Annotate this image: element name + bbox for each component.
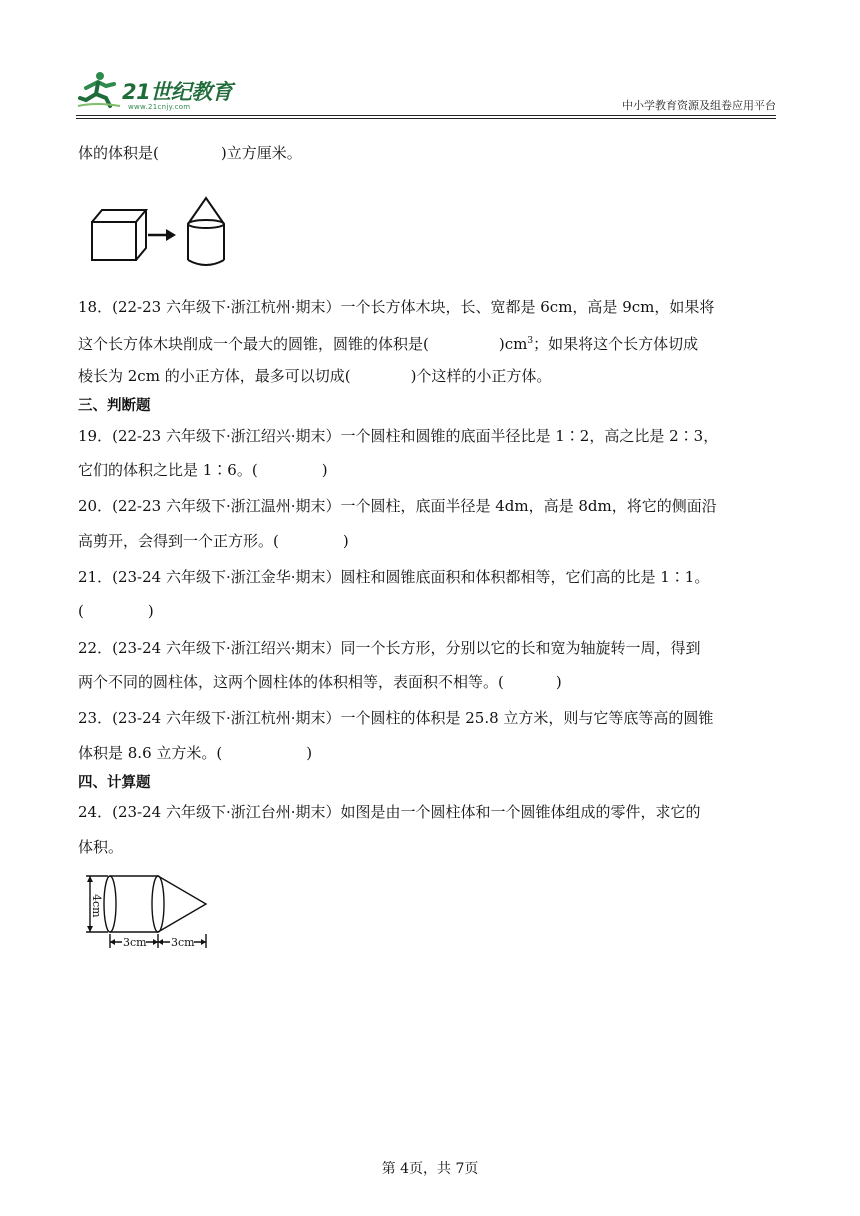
q19-text-a: 它们的体积之比是 1∶6。( bbox=[78, 461, 258, 479]
cylinder-cone-figure bbox=[78, 870, 218, 954]
logo-url: www.21cnjy.com bbox=[128, 103, 191, 111]
q18-text-a: 这个长方体木块削成一个最大的圆锥，圆锥的体积是( bbox=[78, 335, 429, 353]
q20-text-a: 高剪开，会得到一个正方形。( bbox=[78, 532, 279, 550]
q22-text-a: 两个不同的圆柱体，这两个圆柱体的体积相等，表面积不相等。( bbox=[78, 673, 504, 691]
q18-sup: 3 bbox=[527, 336, 534, 346]
q19-text-b: ) bbox=[321, 461, 328, 479]
q21-text-a: ( bbox=[78, 602, 84, 620]
continuation-line bbox=[78, 143, 302, 163]
logo-text: 21世纪教育 bbox=[122, 80, 233, 104]
q22-text-b: ) bbox=[555, 673, 562, 691]
q22-line2 bbox=[78, 672, 562, 692]
page-footer: 第 4页，共 7页 bbox=[381, 1161, 479, 1177]
q24-line2: 体积。 bbox=[78, 838, 124, 856]
continuation-prefix: 体的体积是( bbox=[78, 144, 159, 162]
q18-line2 bbox=[78, 331, 698, 354]
q20-line1: 20．(22-23 六年级下·浙江温州·期末）一个圆柱，底面半径是 4dm，高是 8dm，将它的侧面沿 bbox=[78, 497, 717, 515]
q18-text-c: ；如果将这个长方体切成 bbox=[533, 335, 699, 353]
q18-text-e: )个这样的小正方体。 bbox=[410, 367, 552, 385]
cube-to-solid-figure bbox=[86, 188, 246, 272]
q23-line2 bbox=[78, 743, 312, 763]
q20-line2 bbox=[78, 531, 349, 551]
q21-line2 bbox=[78, 601, 154, 621]
q23-text-a: 体积是 8.6 立方米。( bbox=[78, 744, 223, 762]
page-header bbox=[76, 66, 776, 116]
q18-line1: 18．(22-23 六年级下·浙江杭州·期末）一个长方体木块，长、宽都是 6cm，高是 9cm，如果将 bbox=[78, 298, 715, 316]
height-label: 4cm bbox=[90, 894, 103, 918]
continuation-suffix: )立方厘米。 bbox=[220, 144, 302, 162]
cylinder-length-label: 3cm bbox=[123, 936, 147, 949]
q20-text-b: ) bbox=[342, 532, 349, 550]
q24-line1: 24．(23-24 六年级下·浙江台州·期末）如图是由一个圆柱体和一个圆锥体组成的零件，求它的 bbox=[78, 803, 701, 821]
q18-text-d: 棱长为 2cm 的小正方体，最多可以切成( bbox=[78, 367, 351, 385]
cone-length-label: 3cm bbox=[171, 936, 195, 949]
q21-text-b: ) bbox=[147, 602, 154, 620]
q23-text-b: ) bbox=[306, 744, 313, 762]
q18-text-b: )cm bbox=[498, 335, 528, 353]
header-rule bbox=[76, 115, 776, 116]
header-rule-thin bbox=[76, 118, 776, 119]
q21-line1: 21．(23-24 六年级下·浙江金华·期末）圆柱和圆锥底面积和体积都相等，它们高的比是 1∶1。 bbox=[78, 568, 710, 586]
logo bbox=[76, 70, 236, 114]
section-heading-judgment: 三、判断题 bbox=[78, 398, 151, 414]
q19-line2 bbox=[78, 460, 328, 480]
q22-line1: 22．(23-24 六年级下·浙江绍兴·期末）同一个长方形，分别以它的长和宽为轴旋转一周，得到 bbox=[78, 639, 701, 657]
section-heading-calculation: 四、计算题 bbox=[78, 775, 151, 791]
q19-line1: 19．(22-23 六年级下·浙江绍兴·期末）一个圆柱和圆锥的底面半径比是 1∶2，高之比是 2∶3， bbox=[78, 427, 719, 445]
runner-logo-icon bbox=[76, 70, 122, 110]
platform-name: 中小学教育资源及组卷应用平台 bbox=[622, 99, 776, 112]
q23-line1: 23．(23-24 六年级下·浙江杭州·期末）一个圆柱的体积是 25.8 立方米，则与它等底等高的圆锥 bbox=[78, 709, 714, 727]
q18-line3 bbox=[78, 366, 551, 386]
